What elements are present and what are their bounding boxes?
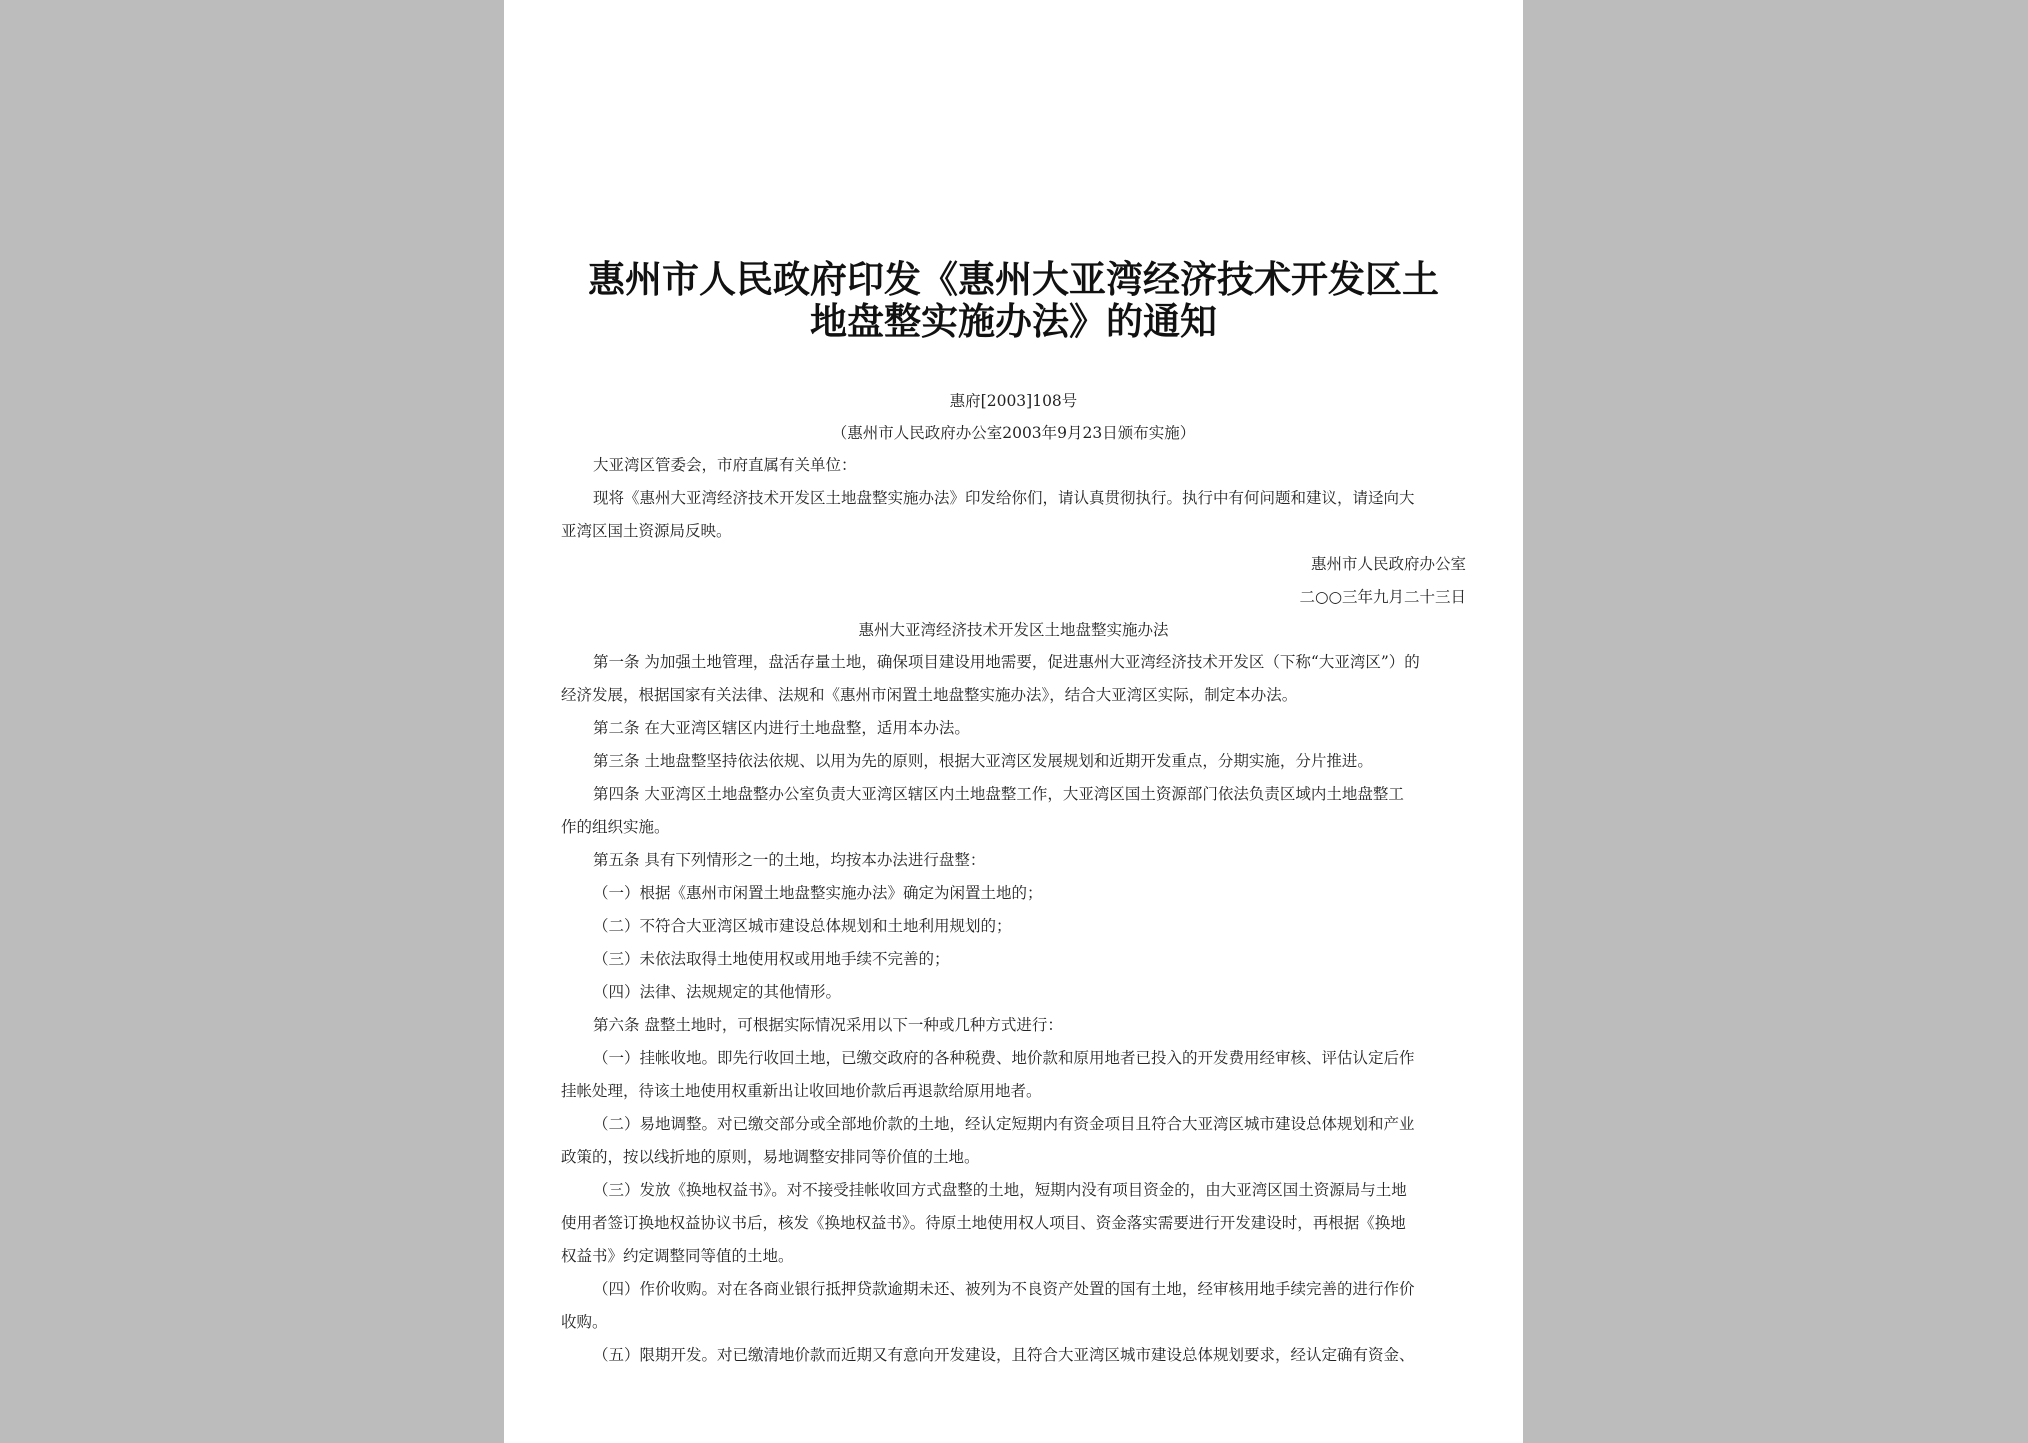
body-line: 政策的，按以线折地的原则，易地调整安排同等价值的土地。 [561, 1148, 980, 1166]
body-line: 权益书》约定调整同等值的土地。 [561, 1247, 794, 1265]
body-line: （五）限期开发。对已缴清地价款而近期又有意向开发建设，且符合大亚湾区城市建设总体规划要求，经认定确有资金、 [593, 1346, 1415, 1364]
body-line: （二）不符合大亚湾区城市建设总体规划和土地利用规划的； [593, 917, 1012, 935]
intro-line-1: 现将《惠州大亚湾经济技术开发区土地盘整实施办法》印发给你们，请认真贯彻执行。执行中有何问题和建议，请迳向大 [593, 489, 1415, 507]
issue-note: （惠州市人民政府办公室2003年9月23日颁布实施） [831, 424, 1196, 442]
body-line: （四）作价收购。对在各商业银行抵押贷款逾期未还、被列为不良资产处置的国有土地，经审核用地手续完善的进行作价 [593, 1280, 1415, 1298]
intro-line-2: 亚湾区国土资源局反映。 [561, 522, 732, 540]
document-title-line-1: 惠州市人民政府印发《惠州大亚湾经济技术开发区土 [588, 257, 1439, 301]
body-line: （三）未依法取得土地使用权或用地手续不完善的； [593, 950, 950, 968]
document-page [504, 0, 1523, 1443]
document-title [504, 258, 1523, 342]
measures-title: 惠州大亚湾经济技术开发区土地盘整实施办法 [858, 621, 1169, 639]
body-line: （二）易地调整。对已缴交部分或全部地价款的土地，经认定短期内有资金项目且符合大亚湾区城市建设总体规划和产业 [593, 1115, 1415, 1133]
signature-org: 惠州市人民政府办公室 [1310, 555, 1466, 573]
body-line: 第三条 土地盘整坚持依法依规、以用为先的原则，根据大亚湾区发展规划和近期开发重点，分期实施，分片推进。 [593, 752, 1373, 770]
body-line: 使用者签订换地权益协议书后，核发《换地权益书》。待原土地使用权人项目、资金落实需要进行开发建设时，再根据《换地 [561, 1214, 1406, 1232]
document-number: 惠府[2003]108号 [949, 392, 1078, 410]
body-line: 第四条 大亚湾区土地盘整办公室负责大亚湾区辖区内土地盘整工作，大亚湾区国土资源部门依法负责区域内土地盘整工 [593, 785, 1404, 803]
body-line: 收购。 [561, 1313, 608, 1331]
document-title-line-2: 地盘整实施办法》的通知 [810, 299, 1217, 343]
signature-date: 二○○三年九月二十三日 [1299, 588, 1466, 606]
body-line: 挂帐处理，待该土地使用权重新出让收回地价款后再退款给原用地者。 [561, 1082, 1042, 1100]
body-line: 第六条 盘整土地时，可根据实际情况采用以下一种或几种方式进行： [593, 1016, 1063, 1034]
body-line: （三）发放《换地权益书》。对不接受挂帐收回方式盘整的土地，短期内没有项目资金的，由大亚湾区国土资源局与土地 [593, 1181, 1407, 1199]
body-line: 第一条 为加强土地管理，盘活存量土地，确保项目建设用地需要，促进惠州大亚湾经济技术开发区（下称“大亚湾区”）的 [593, 653, 1420, 671]
body-line: （四）法律、法规规定的其他情形。 [593, 983, 842, 1001]
addressee: 大亚湾区管委会，市府直属有关单位： [593, 456, 857, 474]
body-line: 经济发展，根据国家有关法律、法规和《惠州市闲置土地盘整实施办法》，结合大亚湾区实际，制定本办法。 [561, 686, 1298, 704]
body-line: 第二条 在大亚湾区辖区内进行土地盘整，适用本办法。 [593, 719, 970, 737]
body-line: 作的组织实施。 [561, 818, 670, 836]
body-line: （一）挂帐收地。即先行收回土地，已缴交政府的各种税费、地价款和原用地者已投入的开发费用经审核、评估认定后作 [593, 1049, 1415, 1067]
body-line: （一）根据《惠州市闲置土地盘整实施办法》确定为闲置土地的； [593, 884, 1043, 902]
body-line: 第五条 具有下列情形之一的土地，均按本办法进行盘整： [593, 851, 986, 869]
